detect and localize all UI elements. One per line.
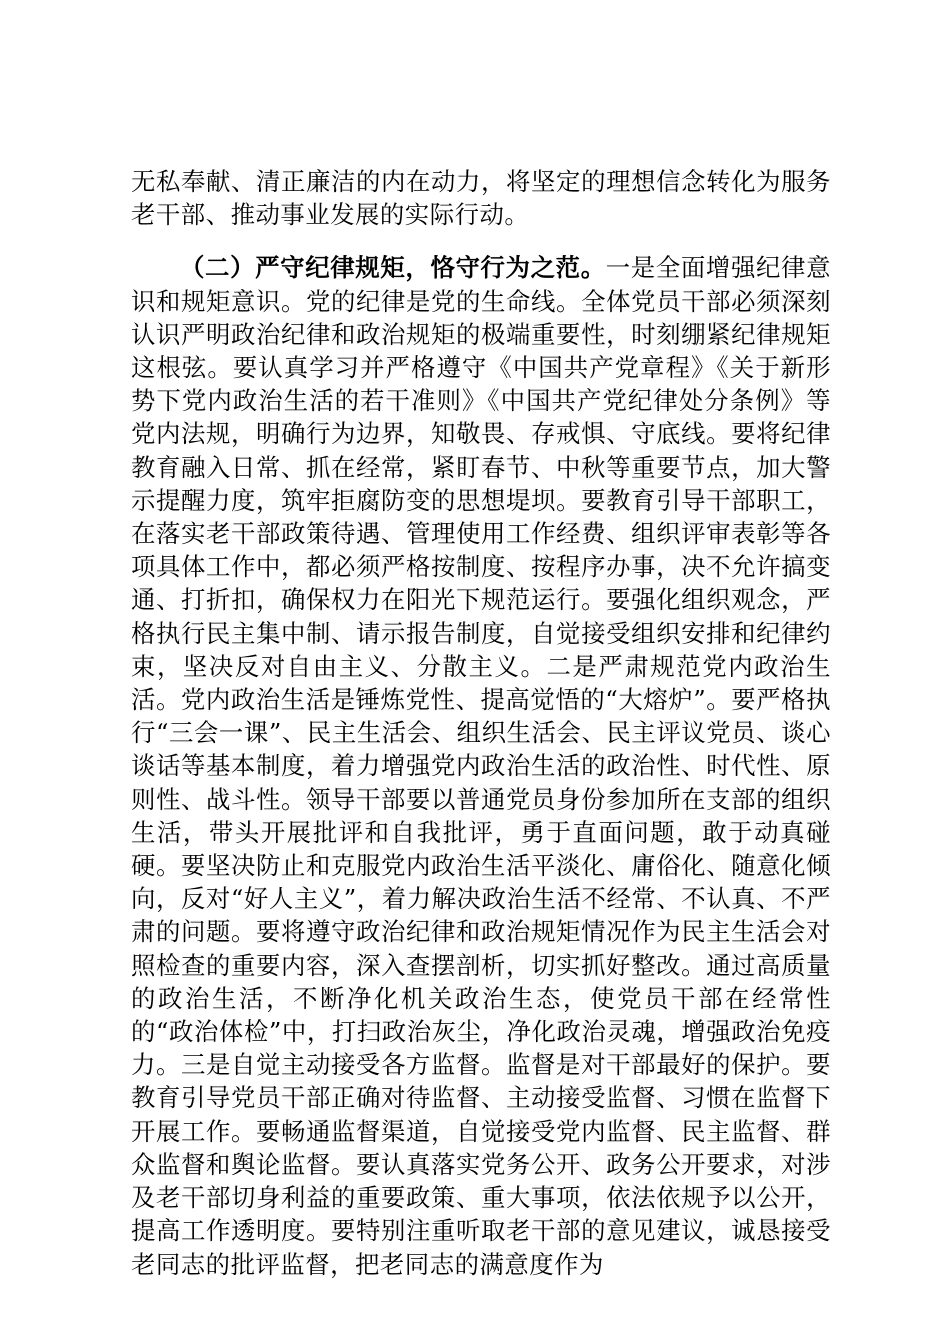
paragraph-continuation: 无私奉献、清正廉洁的内在动力，将坚定的理想信念转化为服务老干部、推动事业发展的实际行动。 [131,167,831,230]
document-body [131,165,831,1281]
paragraph-spacer [131,231,831,251]
section-body-text: 一是全面增强纪律意识和规矩意识。党的纪律是党的生命线。全体党员干部必须深刻认识严明政治纪律和政治规矩的极端重要性，时刻绷紧纪律规矩这根弦。要认真学习并严格遵守《中国共产党章程》《关于新形势下党内政治生活的若干准则》《中国共产党纪律处分条例》等党内法规，明确行为边界，知敬畏、存戒惧、守底线。要将纪律教育融入日常、抓在经常，紧盯春节、中秋等重要节点，加大警示提醒力度，筑牢拒腐防变的思想堤坝。要教育引导干部职工，在落实老干部政策待遇、管理使用工作经费、组织评审表彰等各项具体工作中，都必须严格按制度、按程序办事，决不允许搞变通、打折扣，确保权力在阳光下规范运行。要强化组织观念，严格执行民主集中制、请示报告制度，自觉接受组织安排和纪律约束，坚决反对自由主义、分散主义。二是严肃规范党内政治生活。党内政治生活是锤炼党性、提高觉悟的“大熔炉”。要严格执行“三会一课”、民主生活会、组织生活会、民主评议党员、谈心谈话等基本制度，着力增强党内政治生活的政治性、时代性、原则性、战斗性。领导干部要以普通党员身份参加所在支部的组织生活，带头开展批评和自我批评，勇于直面问题，敢于动真碰硬。要坚决防止和克服党内政治生活平淡化、庸俗化、随意化倾向，反对“好人主义”，着力解决政治生活不经常、不认真、不严肃的问题。要将遵守政治纪律和政治规矩情况作为民主生活会对照检查的重要内容，深入查摆剖析，切实抓好整改。通过高质量的政治生活，不断净化机关政治生态，使党员干部在经常性的“政治体检”中，打扫政治灰尘，净化政治灵魂，增强政治免疫力。三是自觉主动接受各方监督。监督是对干部最好的保护。要教育引导党员干部正确对待监督、主动接受监督、习惯在监督下开展工作。要畅通监督渠道，自觉接受党内监督、民主监督、群众监督和舆论监督。要认真落实党务公开、政务公开要求，对涉及老干部切身利益的重要政策、重大事项，依法依规予以公开，提高工作透明度。要特别注重听取老干部的意见建议，诚恳接受老同志的批评监督，把老同志的满意度作为 [131,253,831,1279]
paragraph-section-two [131,251,831,1280]
section-heading: （二）严守纪律规矩，恪守行为之范。 [180,253,606,283]
